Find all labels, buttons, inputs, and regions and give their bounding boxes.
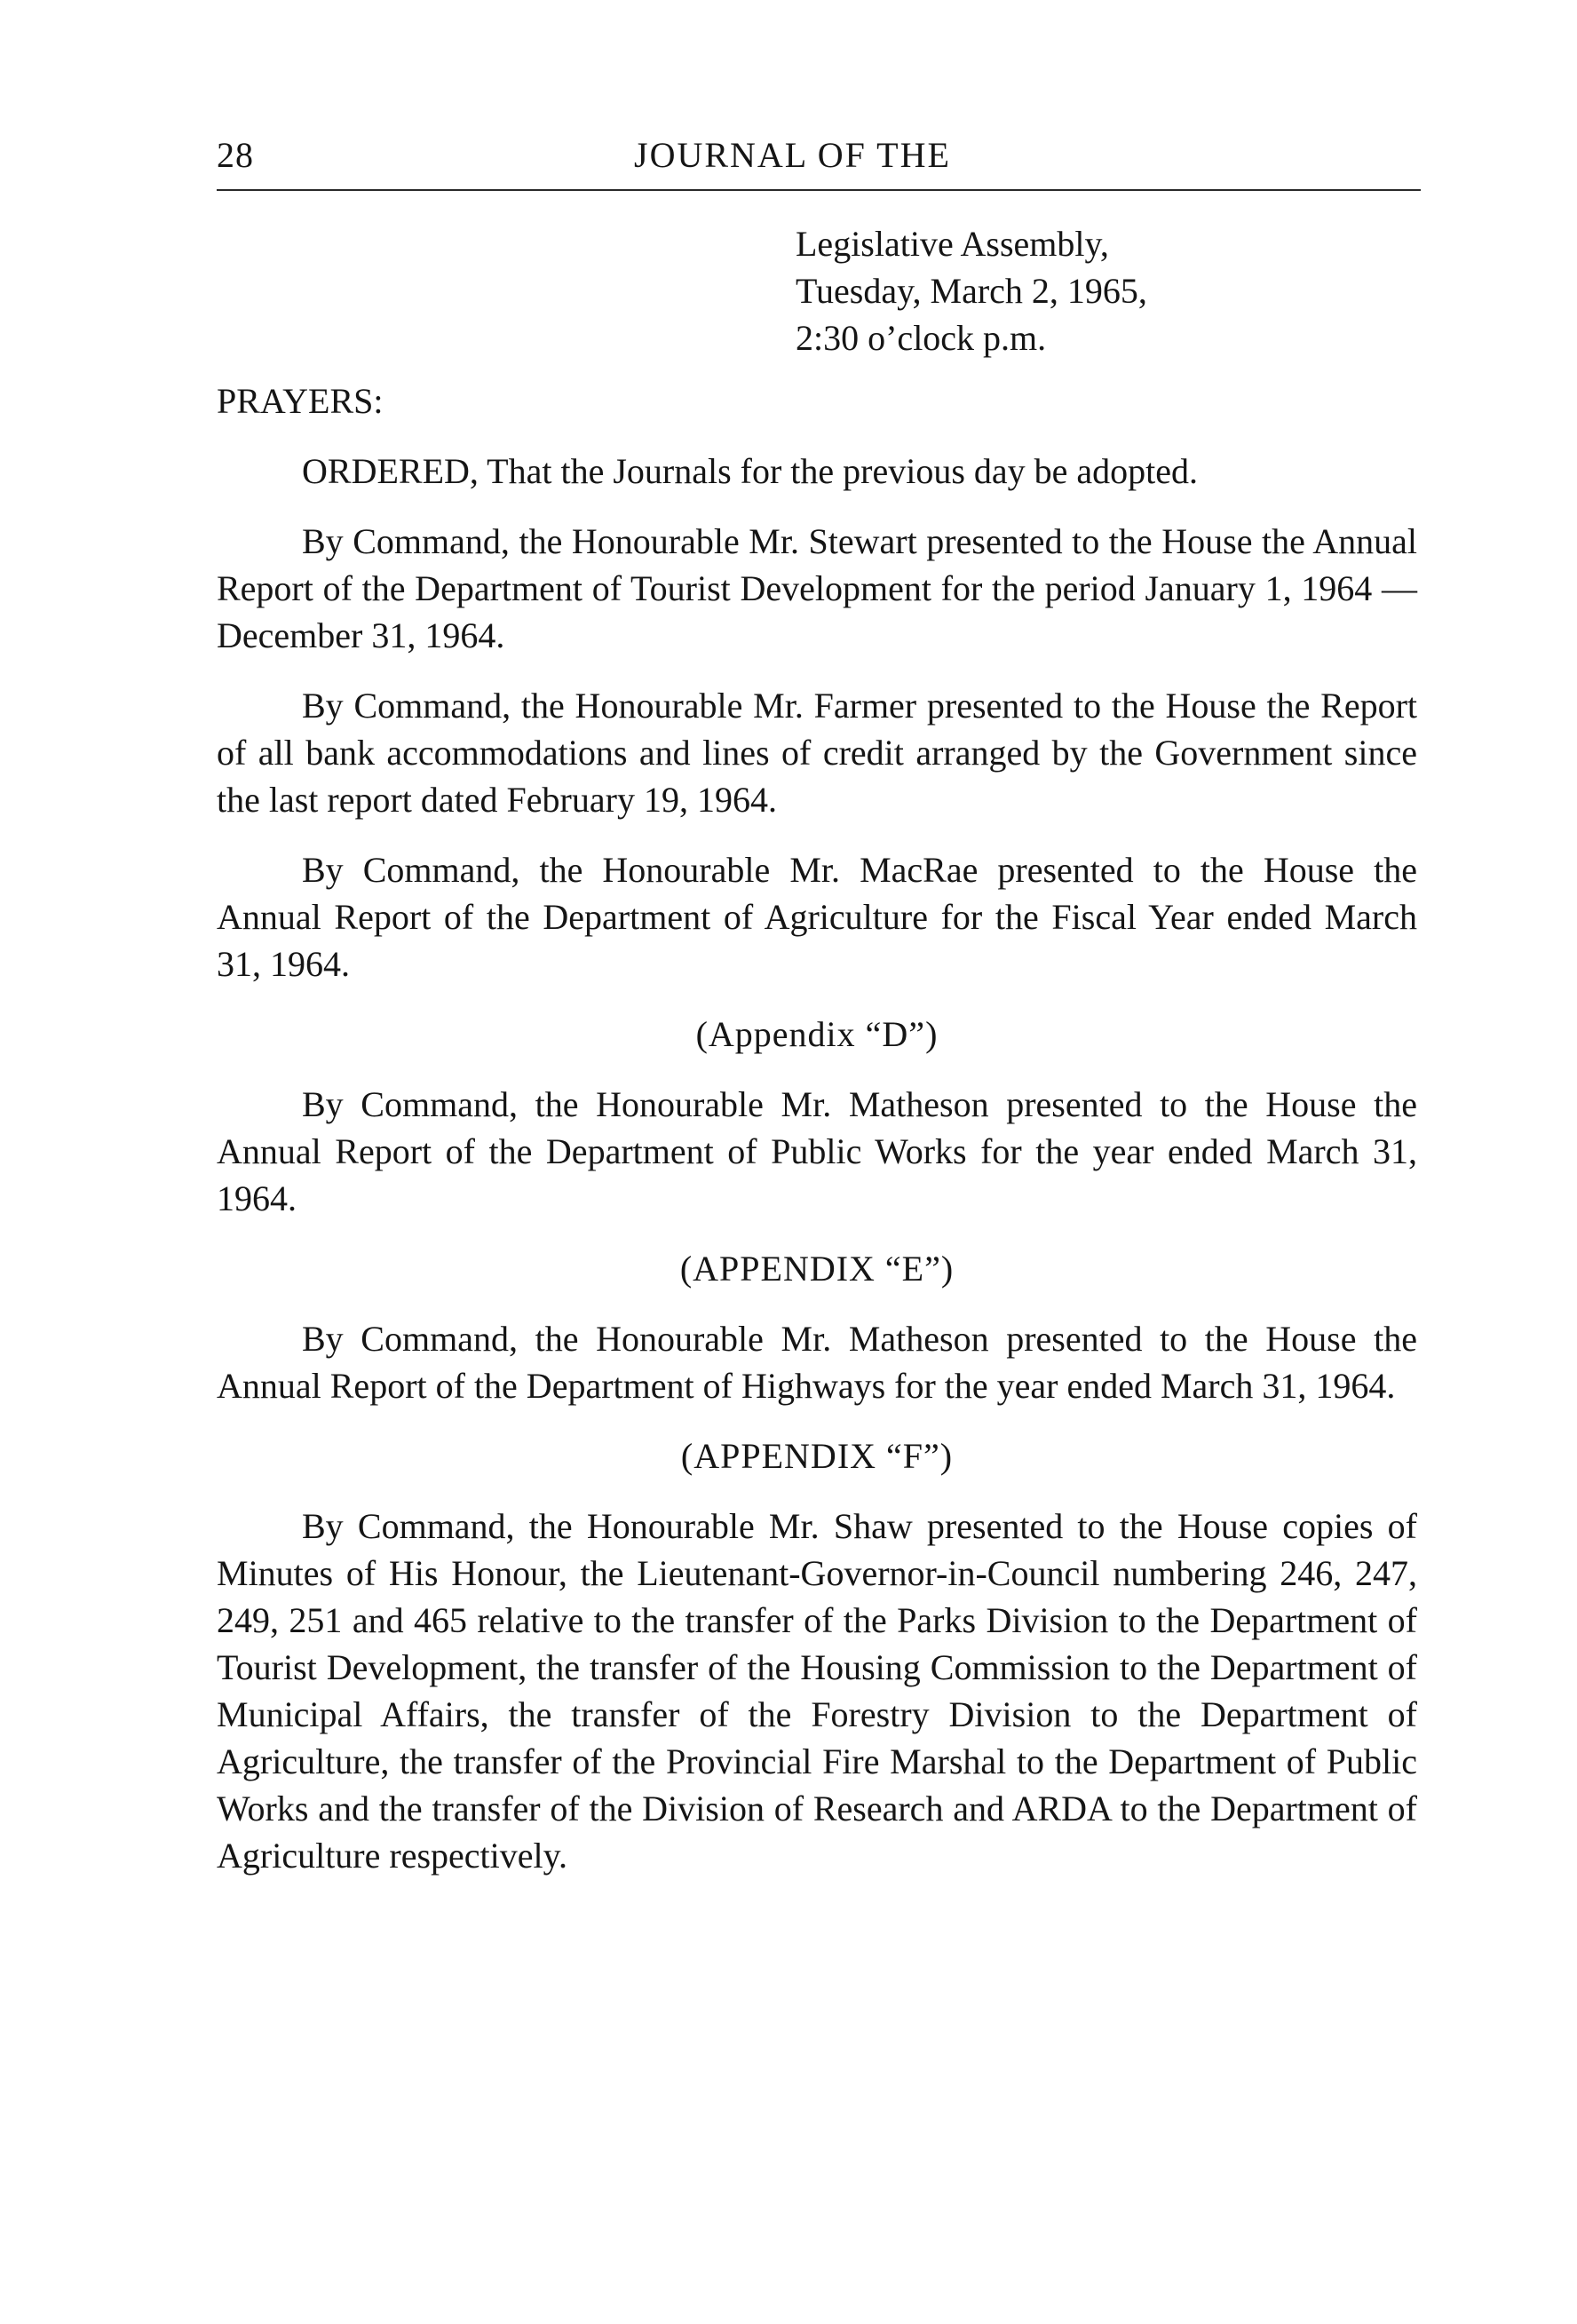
farmer-paragraph: By Command, the Honourable Mr. Farmer presented to the House the Report of all bank accommodations and lines of credit arranged by the Government since the last report dated February 19, 1964.	[217, 686, 1417, 820]
dateline-assembly: Legislative Assembly,	[796, 224, 1109, 264]
prayers-heading: PRAYERS:	[217, 381, 384, 421]
running-head: JOURNAL OF THE	[634, 135, 951, 175]
appendix-f-label: (APPENDIX “F”)	[680, 1436, 954, 1476]
macrae-paragraph: By Command, the Honourable Mr. MacRae presented to the House the Annual Report of the Department of Agriculture for the Fiscal Year ended March 31, 1964.	[217, 850, 1417, 984]
dateline-date: Tuesday, March 2, 1965,	[796, 271, 1147, 311]
dateline-time: 2:30 o’clock p.m.	[796, 318, 1047, 358]
journal-body	[217, 377, 1417, 1902]
matheson-works-paragraph: By Command, the Honourable Mr. Matheson presented to the House the Annual Report of the Department of Public Works for the year ended March 31, 1964.	[217, 1084, 1417, 1218]
shaw-paragraph: By Command, the Honourable Mr. Shaw presented to the House copies of Minutes of His Honour, the Lieutenant-Governor-in-Council numbering 246, 247, 249, 251 and 465 relative to the transfer of the Parks Division to the Department of Tourist Development, the transfer of the Housing Commission to the Department of Municipal Affairs, the transfer of the Forestry Division to the Department of Agriculture, the transfer of the Provincial Fire Marshal to the Department of Public Works and the transfer of the Division of Research and ARDA to the Department of Agriculture respectively.	[217, 1506, 1417, 1876]
page-number: 28	[217, 135, 254, 175]
matheson-highways-paragraph: By Command, the Honourable Mr. Matheson presented to the House the Annual Report of the Department of Highways for the year ended March 31, 1964.	[217, 1319, 1417, 1406]
ordered-paragraph: ORDERED, That the Journals for the previous day be adopted.	[302, 451, 1199, 491]
appendix-e-label: (APPENDIX “E”)	[679, 1249, 955, 1289]
dateline	[796, 220, 1382, 361]
header-rule	[217, 189, 1421, 191]
page-header	[217, 131, 1419, 181]
appendix-d-label: (Appendix “D”)	[695, 1014, 939, 1054]
stewart-paragraph: By Command, the Honourable Mr. Stewart presented to the House the Annual Report of the Department of Tourist Development for the period January 1, 1964 — December 31, 1964.	[217, 521, 1417, 655]
